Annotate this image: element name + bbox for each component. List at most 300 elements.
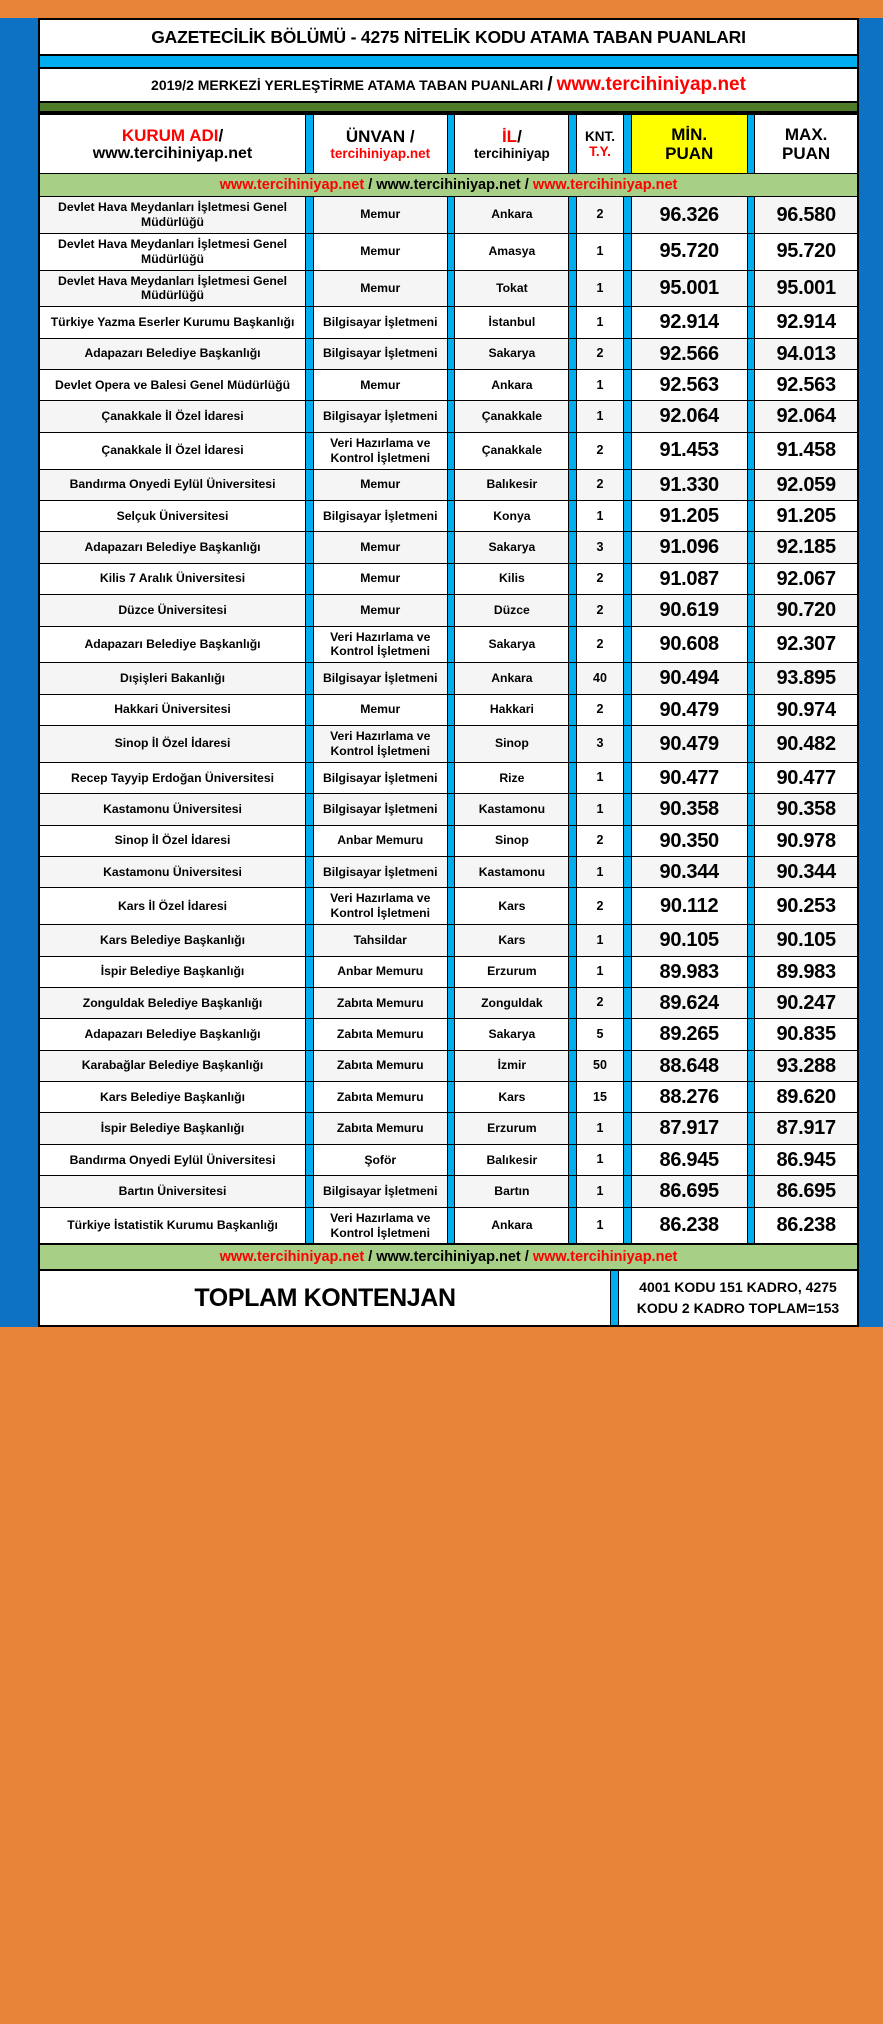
column-separator (624, 825, 632, 856)
cell-min-puan: 92.064 (631, 401, 747, 432)
header-kurum-line1: KURUM ADI (121, 125, 219, 145)
cell-min-puan: 86.695 (631, 1176, 747, 1207)
column-separator (447, 956, 455, 987)
cell-kurum: Sinop İl Özel İdaresi (39, 825, 306, 856)
column-separator (447, 338, 455, 369)
cell-min-puan: 92.563 (631, 370, 747, 401)
column-separator (569, 1050, 577, 1081)
column-separator (624, 401, 632, 432)
column-separator (569, 500, 577, 531)
cell-il: Çanakkale (455, 401, 569, 432)
promo-part2[interactable]: www.tercihiniyap.net (376, 176, 521, 193)
column-separator (569, 338, 577, 369)
promo-banner-top-cell (39, 174, 858, 197)
column-separator (447, 307, 455, 338)
table-row (39, 794, 858, 825)
cell-max-puan: 90.253 (755, 888, 858, 925)
column-separator (447, 987, 455, 1018)
cell-max-puan: 92.059 (755, 469, 858, 500)
column-separator (306, 694, 314, 725)
header-il-line1: İL (501, 126, 518, 146)
column-separator (569, 114, 577, 174)
cell-min-puan: 86.238 (631, 1207, 747, 1244)
column-separator (624, 197, 632, 234)
column-separator (624, 1019, 632, 1050)
cell-knt: 2 (576, 626, 623, 663)
cell-max-puan: 90.482 (755, 726, 858, 763)
column-separator (447, 500, 455, 531)
cell-max-puan: 90.974 (755, 694, 858, 725)
column-separator (624, 114, 632, 174)
cell-il: İzmir (455, 1050, 569, 1081)
cell-kurum: Kars İl Özel İdaresi (39, 888, 306, 925)
column-separator (306, 1050, 314, 1081)
scores-table (38, 113, 859, 1245)
total-quota-label: TOPLAM KONTENJAN (194, 1283, 456, 1312)
column-separator (447, 1050, 455, 1081)
column-separator (306, 1113, 314, 1144)
cyan-divider-1 (38, 56, 859, 69)
cell-unvan: Bilgisayar İşletmeni (313, 500, 447, 531)
cell-il: Sinop (455, 726, 569, 763)
cell-unvan: Memur (313, 233, 447, 270)
column-separator (747, 1144, 755, 1175)
cell-min-puan: 92.566 (631, 338, 747, 369)
column-separator (747, 233, 755, 270)
cell-unvan: Veri Hazırlama ve Kontrol İşletmeni (313, 726, 447, 763)
cell-min-puan: 90.350 (631, 825, 747, 856)
column-separator (306, 532, 314, 563)
cell-il: Ankara (455, 197, 569, 234)
total-quota-line2: KODU 2 KADRO TOPLAM=153 (636, 1300, 840, 1317)
column-separator (747, 794, 755, 825)
cell-kurum: Çanakkale İl Özel İdaresi (39, 401, 306, 432)
column-separator (624, 1113, 632, 1144)
column-separator (306, 307, 314, 338)
cell-il: Amasya (455, 233, 569, 270)
column-separator (447, 401, 455, 432)
cell-kurum: Kars Belediye Başkanlığı (39, 1082, 306, 1113)
cell-il: Bartın (455, 1176, 569, 1207)
cell-min-puan: 91.205 (631, 500, 747, 531)
cell-unvan: Veri Hazırlama ve Kontrol İşletmeni (313, 888, 447, 925)
column-separator (747, 762, 755, 793)
cell-il: Ankara (455, 370, 569, 401)
cell-min-puan: 88.648 (631, 1050, 747, 1081)
column-separator (747, 626, 755, 663)
cell-unvan: Zabıta Memuru (313, 987, 447, 1018)
cell-il: Ankara (455, 663, 569, 694)
column-separator (624, 432, 632, 469)
cell-min-puan: 88.276 (631, 1082, 747, 1113)
cell-knt: 1 (576, 1113, 623, 1144)
cell-knt: 3 (576, 726, 623, 763)
column-separator (306, 1207, 314, 1244)
column-separator (624, 338, 632, 369)
cell-min-puan: 90.608 (631, 626, 747, 663)
column-separator (306, 233, 314, 270)
cell-knt: 1 (576, 1144, 623, 1175)
cell-unvan: Bilgisayar İşletmeni (313, 762, 447, 793)
cell-knt: 1 (576, 1207, 623, 1244)
table-header (39, 114, 858, 197)
column-separator (747, 469, 755, 500)
column-separator (569, 401, 577, 432)
column-separator (447, 233, 455, 270)
cell-max-puan: 93.895 (755, 663, 858, 694)
cell-max-puan: 90.344 (755, 856, 858, 887)
header-unvan (313, 114, 447, 174)
column-separator (624, 694, 632, 725)
table-row (39, 500, 858, 531)
cell-unvan: Memur (313, 469, 447, 500)
column-separator (747, 307, 755, 338)
cell-knt: 1 (576, 233, 623, 270)
cell-unvan: Memur (313, 694, 447, 725)
cell-min-puan: 90.358 (631, 794, 747, 825)
cell-unvan: Memur (313, 197, 447, 234)
cell-knt: 1 (576, 270, 623, 307)
cell-kurum: Dışişleri Bakanlığı (39, 663, 306, 694)
cell-kurum: Çanakkale İl Özel İdaresi (39, 432, 306, 469)
column-separator (569, 1144, 577, 1175)
cell-min-puan: 90.477 (631, 762, 747, 793)
column-separator (747, 1113, 755, 1144)
column-separator (569, 856, 577, 887)
column-separator (306, 595, 314, 626)
cell-unvan: Memur (313, 595, 447, 626)
column-separator (624, 270, 632, 307)
cell-max-puan: 90.105 (755, 925, 858, 956)
cell-il: Tokat (455, 270, 569, 307)
promo-bottom-sep1: / (368, 1249, 373, 1266)
cell-min-puan: 87.917 (631, 1113, 747, 1144)
cell-max-puan: 95.720 (755, 233, 858, 270)
promo-part3[interactable]: www.tercihiniyap.net (532, 176, 678, 193)
promo-bottom-part1[interactable]: www.tercihiniyap.net (219, 1249, 365, 1266)
cell-max-puan: 86.945 (755, 1144, 858, 1175)
column-separator (747, 197, 755, 234)
header-unvan-line1: ÜNVAN / (345, 126, 415, 146)
column-separator (447, 626, 455, 663)
cell-knt: 2 (576, 432, 623, 469)
column-separator (624, 595, 632, 626)
promo-banner-top (39, 174, 858, 197)
cell-knt: 2 (576, 197, 623, 234)
column-separator (306, 500, 314, 531)
cell-min-puan: 95.001 (631, 270, 747, 307)
cell-max-puan: 89.983 (755, 956, 858, 987)
column-separator (624, 563, 632, 594)
cell-min-puan: 89.983 (631, 956, 747, 987)
column-separator (624, 726, 632, 763)
cell-kurum: Devlet Hava Meydanları İşletmesi Genel Müdürlüğü (39, 197, 306, 234)
cell-kurum: Kilis 7 Aralık Üniversitesi (39, 563, 306, 594)
promo-bottom-sep2: / (524, 1249, 529, 1266)
cell-unvan: Bilgisayar İşletmeni (313, 307, 447, 338)
cell-knt: 1 (576, 925, 623, 956)
cell-kurum: Kars Belediye Başkanlığı (39, 925, 306, 956)
cell-max-puan: 90.247 (755, 987, 858, 1018)
table-row (39, 370, 858, 401)
cell-max-puan: 86.238 (755, 1207, 858, 1244)
cell-knt: 3 (576, 532, 623, 563)
subtitle-separator: / (547, 74, 553, 95)
cell-min-puan: 91.096 (631, 532, 747, 563)
cell-kurum: Sinop İl Özel İdaresi (39, 726, 306, 763)
column-separator (569, 307, 577, 338)
table-row (39, 307, 858, 338)
column-separator (747, 663, 755, 694)
cell-knt: 1 (576, 401, 623, 432)
cell-max-puan: 91.205 (755, 500, 858, 531)
cell-unvan: Zabıta Memuru (313, 1082, 447, 1113)
cell-knt: 1 (576, 307, 623, 338)
cell-il: Balıkesir (455, 469, 569, 500)
cell-il: Sakarya (455, 532, 569, 563)
table-row (39, 401, 858, 432)
column-separator (624, 794, 632, 825)
cell-max-puan: 92.307 (755, 626, 858, 663)
table-row (39, 1019, 858, 1050)
cell-kurum: Devlet Opera ve Balesi Genel Müdürlüğü (39, 370, 306, 401)
cell-il: Çanakkale (455, 432, 569, 469)
cell-knt: 2 (576, 595, 623, 626)
cell-il: Konya (455, 500, 569, 531)
cell-il: Kars (455, 888, 569, 925)
column-separator (569, 987, 577, 1018)
column-separator (747, 338, 755, 369)
column-separator (569, 370, 577, 401)
cell-kurum: Türkiye Yazma Eserler Kurumu Başkanlığı (39, 307, 306, 338)
cell-kurum: Adapazarı Belediye Başkanlığı (39, 626, 306, 663)
promo-banner-bottom (38, 1245, 859, 1271)
cell-unvan: Tahsildar (313, 925, 447, 956)
column-separator (306, 987, 314, 1018)
cell-il: Sinop (455, 825, 569, 856)
cell-il: Rize (455, 762, 569, 793)
cell-max-puan: 90.978 (755, 825, 858, 856)
cell-unvan: Anbar Memuru (313, 956, 447, 987)
subtitle-site[interactable]: www.tercihiniyap.net (556, 74, 746, 95)
cell-max-puan: 94.013 (755, 338, 858, 369)
column-separator (447, 432, 455, 469)
cell-il: Hakkari (455, 694, 569, 725)
table-row (39, 1082, 858, 1113)
cell-min-puan: 90.344 (631, 856, 747, 887)
cell-il: Erzurum (455, 956, 569, 987)
cell-max-puan: 92.067 (755, 563, 858, 594)
column-separator (624, 469, 632, 500)
cell-max-puan: 92.064 (755, 401, 858, 432)
column-separator (447, 563, 455, 594)
page-title: GAZETECİLİK BÖLÜMÜ - 4275 NİTELİK KODU ATAMA TABAN PUANLARI (38, 18, 859, 56)
cell-unvan: Memur (313, 270, 447, 307)
cell-il: Sakarya (455, 626, 569, 663)
cell-kurum: Devlet Hava Meydanları İşletmesi Genel Müdürlüğü (39, 270, 306, 307)
column-separator (747, 888, 755, 925)
column-separator (747, 563, 755, 594)
cell-kurum: Düzce Üniversitesi (39, 595, 306, 626)
cell-min-puan: 90.479 (631, 726, 747, 763)
cell-min-puan: 89.624 (631, 987, 747, 1018)
column-separator (569, 563, 577, 594)
cell-kurum: Bandırma Onyedi Eylül Üniversitesi (39, 1144, 306, 1175)
column-separator (306, 856, 314, 887)
cell-kurum: Bandırma Onyedi Eylül Üniversitesi (39, 469, 306, 500)
table-row (39, 626, 858, 663)
column-separator (569, 1207, 577, 1244)
column-separator (569, 270, 577, 307)
header-knt (576, 114, 623, 174)
column-separator (306, 401, 314, 432)
header-kurum (39, 114, 306, 174)
column-separator (447, 370, 455, 401)
cell-il: Zonguldak (455, 987, 569, 1018)
column-separator (624, 888, 632, 925)
cell-knt: 2 (576, 469, 623, 500)
cell-min-puan: 90.619 (631, 595, 747, 626)
column-separator (569, 1082, 577, 1113)
cell-max-puan: 90.835 (755, 1019, 858, 1050)
cell-min-puan: 91.087 (631, 563, 747, 594)
table-row (39, 694, 858, 725)
column-separator (306, 1082, 314, 1113)
poster-frame (0, 18, 883, 1327)
column-separator (447, 595, 455, 626)
table-row (39, 888, 858, 925)
cell-il: Kastamonu (455, 856, 569, 887)
cell-knt: 1 (576, 956, 623, 987)
column-separator (747, 1019, 755, 1050)
column-separator (624, 532, 632, 563)
cell-kurum: Karabağlar Belediye Başkanlığı (39, 1050, 306, 1081)
table-row (39, 469, 858, 500)
header-max-puan (755, 114, 858, 174)
cell-kurum: Türkiye İstatistik Kurumu Başkanlığı (39, 1207, 306, 1244)
cell-il: Ankara (455, 1207, 569, 1244)
column-separator (306, 563, 314, 594)
cell-kurum: Selçuk Üniversitesi (39, 500, 306, 531)
column-separator (747, 114, 755, 174)
header-il (455, 114, 569, 174)
cell-max-puan: 92.563 (755, 370, 858, 401)
table-row (39, 233, 858, 270)
column-separator (569, 956, 577, 987)
column-separator (306, 1144, 314, 1175)
column-separator (747, 987, 755, 1018)
column-separator (569, 726, 577, 763)
cell-knt: 2 (576, 888, 623, 925)
table-row (39, 925, 858, 956)
header-unvan-line2: tercihiniyap.net (330, 145, 431, 161)
column-separator (306, 432, 314, 469)
column-separator (306, 1019, 314, 1050)
column-separator (569, 663, 577, 694)
cell-knt: 5 (576, 1019, 623, 1050)
promo-bottom-part3[interactable]: www.tercihiniyap.net (532, 1249, 678, 1266)
subtitle-bar (38, 69, 859, 103)
cell-il: Düzce (455, 595, 569, 626)
header-row (39, 114, 858, 174)
column-separator (624, 987, 632, 1018)
cell-knt: 1 (576, 370, 623, 401)
column-separator (306, 794, 314, 825)
column-separator (624, 370, 632, 401)
cell-max-puan: 95.001 (755, 270, 858, 307)
column-separator (447, 663, 455, 694)
header-min-line1: MİN. (671, 124, 708, 144)
table-row (39, 663, 858, 694)
column-separator (447, 1144, 455, 1175)
table-row (39, 338, 858, 369)
cell-unvan: Memur (313, 370, 447, 401)
column-separator (447, 888, 455, 925)
table-body (39, 197, 858, 1245)
cell-knt: 2 (576, 825, 623, 856)
table-row (39, 726, 858, 763)
column-separator (624, 925, 632, 956)
column-separator (447, 532, 455, 563)
header-knt-line1: KNT. (585, 128, 615, 144)
column-separator (569, 694, 577, 725)
column-separator (306, 925, 314, 956)
table-row (39, 1207, 858, 1244)
cell-knt: 1 (576, 856, 623, 887)
column-separator (747, 1207, 755, 1244)
cell-il: Kars (455, 1082, 569, 1113)
cell-knt: 50 (576, 1050, 623, 1081)
cell-unvan: Memur (313, 563, 447, 594)
cell-il: Sakarya (455, 1019, 569, 1050)
cell-min-puan: 90.112 (631, 888, 747, 925)
promo-part1[interactable]: www.tercihiniyap.net (219, 176, 365, 193)
cell-kurum: Recep Tayyip Erdoğan Üniversitesi (39, 762, 306, 793)
column-separator (747, 856, 755, 887)
cell-unvan: Anbar Memuru (313, 825, 447, 856)
cell-min-puan: 96.326 (631, 197, 747, 234)
header-kurum-slash: / (218, 125, 224, 145)
table-row (39, 1113, 858, 1144)
cell-il: İstanbul (455, 307, 569, 338)
column-separator (569, 1019, 577, 1050)
column-separator (306, 469, 314, 500)
column-separator (306, 663, 314, 694)
column-separator (747, 956, 755, 987)
cell-min-puan: 90.494 (631, 663, 747, 694)
cell-unvan: Veri Hazırlama ve Kontrol İşletmeni (313, 432, 447, 469)
column-separator (569, 532, 577, 563)
column-separator (447, 1207, 455, 1244)
cell-il: Kastamonu (455, 794, 569, 825)
column-separator (306, 270, 314, 307)
column-separator (624, 233, 632, 270)
column-separator (306, 370, 314, 401)
column-separator (569, 794, 577, 825)
column-separator (447, 197, 455, 234)
subtitle-left: 2019/2 MERKEZİ YERLEŞTİRME ATAMA TABAN PUANLARI (151, 77, 544, 93)
cell-knt: 1 (576, 1176, 623, 1207)
cell-min-puan: 91.330 (631, 469, 747, 500)
cell-min-puan: 95.720 (631, 233, 747, 270)
promo-bottom-part2[interactable]: www.tercihiniyap.net (376, 1249, 521, 1266)
column-separator (569, 762, 577, 793)
total-quota-detail (619, 1271, 857, 1325)
column-separator (306, 888, 314, 925)
column-separator (447, 825, 455, 856)
cell-kurum: Kastamonu Üniversitesi (39, 794, 306, 825)
header-min-puan (631, 114, 747, 174)
